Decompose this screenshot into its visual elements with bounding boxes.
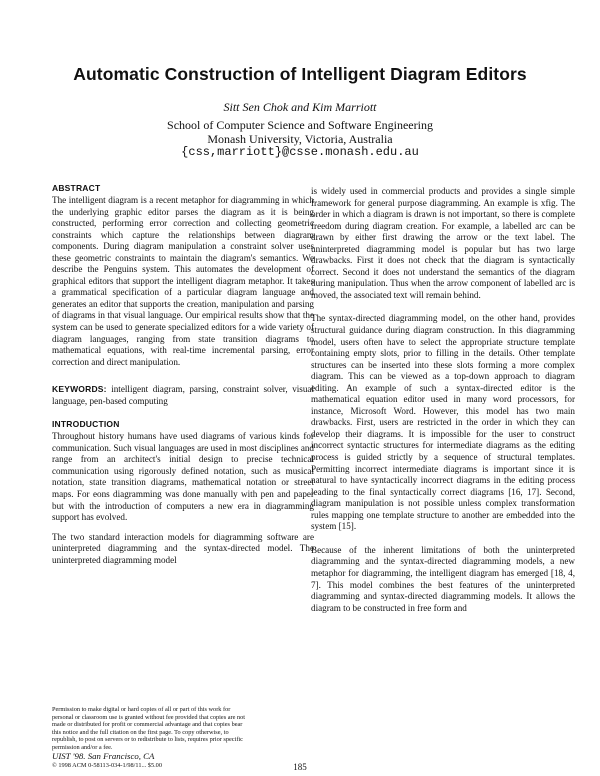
- body-paragraph-3: Because of the inherent limitations of both the uninterpreted diagramming and the syntax-directed diagramming models, a new metaphor for diagramming, the intelligent diagram has emerged [18, 4, 7]. This model combines the best features of the uninterpreted diagramming and syntax-directed diagramming models. It allows the diagram to be constructed in free form and: [311, 544, 575, 613]
- permission-line: permission and/or a fee.: [52, 743, 113, 751]
- keywords: [52, 384, 314, 407]
- permission-line: Permission to make digital or hard copies of all or part of this work for: [52, 706, 231, 713]
- affiliation-email: {css,marriott}@csse.monash.edu.au: [181, 145, 419, 159]
- introduction-paragraph-1: Throughout history humans have used diagrams of various kinds for communication. Such visual languages are used in most disciplines and range from an architect's initial design to precise technical communication using rigorously defined notation, such as musical notation, state transition diagrams, mathematical notation or street maps. For eons diagramming was done manually with pen and paper but with the introduction of computers a new era in diagramming support has evolved.: [52, 431, 314, 523]
- keywords-text: intelligent diagram, parsing, constraint solver, visual language, pen-based computing: [52, 384, 314, 406]
- copyright-line: © 1998 ACM 0-58113-034-1/98/11... $5.00: [52, 762, 162, 769]
- paper-authors: Sitt Sen Chok and Kim Marriott: [223, 100, 377, 114]
- permission-line: personal or classroom use is granted without fee provided that copies are not: [52, 713, 246, 721]
- affiliation-university: Monash University, Victoria, Australia: [207, 131, 393, 146]
- introduction-heading: INTRODUCTION: [52, 419, 120, 430]
- right-column: [311, 186, 575, 614]
- permission-line: made or distributed for profit or commercial advantage and that copies bear: [52, 721, 243, 729]
- abstract-text: The intelligent diagram is a recent metaphor for diagramming in which the underlying graphic editor parses the diagram as it is being constructed, performing error correction and collecting geometric constraints which capture the relationships between diagram components. During diagram manipulation a constraint solver uses these geometric constraints to maintain the diagram's semantics. We describe the Penguins system. This automates the development of graphical editors that support the intelligent diagram metaphor. It takes a grammatical specification of a particular diagram language and generates an editor that supports the creation, manipulation and parsing of diagrams in that visual language. Our empirical results show that the system can be used to generate specialized editors for a wide variety of diagram languages, ranging from state transition diagrams to mathematical equations, with real-time incremental parsing, error correction and direct manipulation.: [52, 195, 314, 367]
- abstract-heading: ABSTRACT: [52, 183, 101, 193]
- paper-title: Automatic Construction of Intelligent Diagram Editors: [73, 64, 527, 84]
- permission-notice: [52, 706, 282, 752]
- permission-line: republish, to post on servers or to redistribute to lists, requires prior specific: [52, 736, 243, 744]
- keywords-label: KEYWORDS:: [52, 384, 107, 395]
- permission-line: this notice and the full citation on the first page. To copy otherwise, to: [52, 728, 229, 736]
- affiliation: [40, 119, 560, 160]
- introduction-paragraph-2: The two standard interaction models for diagramming software are uninterpreted diagramming and the syntax-directed model. The uninterpreted diagramming model: [52, 531, 314, 565]
- affiliation-school: School of Computer Science and Software Engineering: [167, 118, 433, 132]
- left-column: [52, 183, 314, 566]
- page-number: 185: [293, 762, 307, 772]
- body-paragraph-1: is widely used in commercial products and provides a single simple framework for general purpose diagramming. An example is xfig. The order in which a diagram is drawn is not important, so there is complete freedom during diagram creation. For example, a labelled arc can be drawn by either first drawing the arrow or the text label. The uninterpreted diagramming model is popular but has two large drawbacks. First it does not check that the diagram is syntactically correct. Second it does not understand the semantics of the diagram during manipulation. Thus when the arrow component of labelled arc is moved, the associated text will remain behind.: [311, 186, 575, 300]
- venue-line: UIST '98. San Francisco, CA: [52, 751, 155, 761]
- body-paragraph-2: The syntax-directed diagramming model, on the other hand, provides structural guidance during diagram construction. In this diagramming model, users often have to select the appropriate structure template containing empty slots, prior to filling in the details. Other template structures can be inserted into these slots forming a more complex diagram. This can be viewed as a top-down approach to diagram editing. An example of such a syntax-directed editor is the mathematical equation editor used in many word processors, for instance, Microsoft Word. However, this model has two main drawbacks. First, users are restricted in the order in which they can develop their diagrams. It is impossible for the user to construct incorrect syntactic structures for intermediate diagrams as the editing process is guided strictly by a sequence of structural templates. Permitting incorrect intermediate diagrams is important since it is natural to have syntactically incorrect diagrams in the editing process leading to the final syntactically correct diagrams [16, 17]. Second, diagram manipulation is not possible unless complex transformation rules mapping one template structure to another are embedded into the system [15].: [311, 313, 575, 532]
